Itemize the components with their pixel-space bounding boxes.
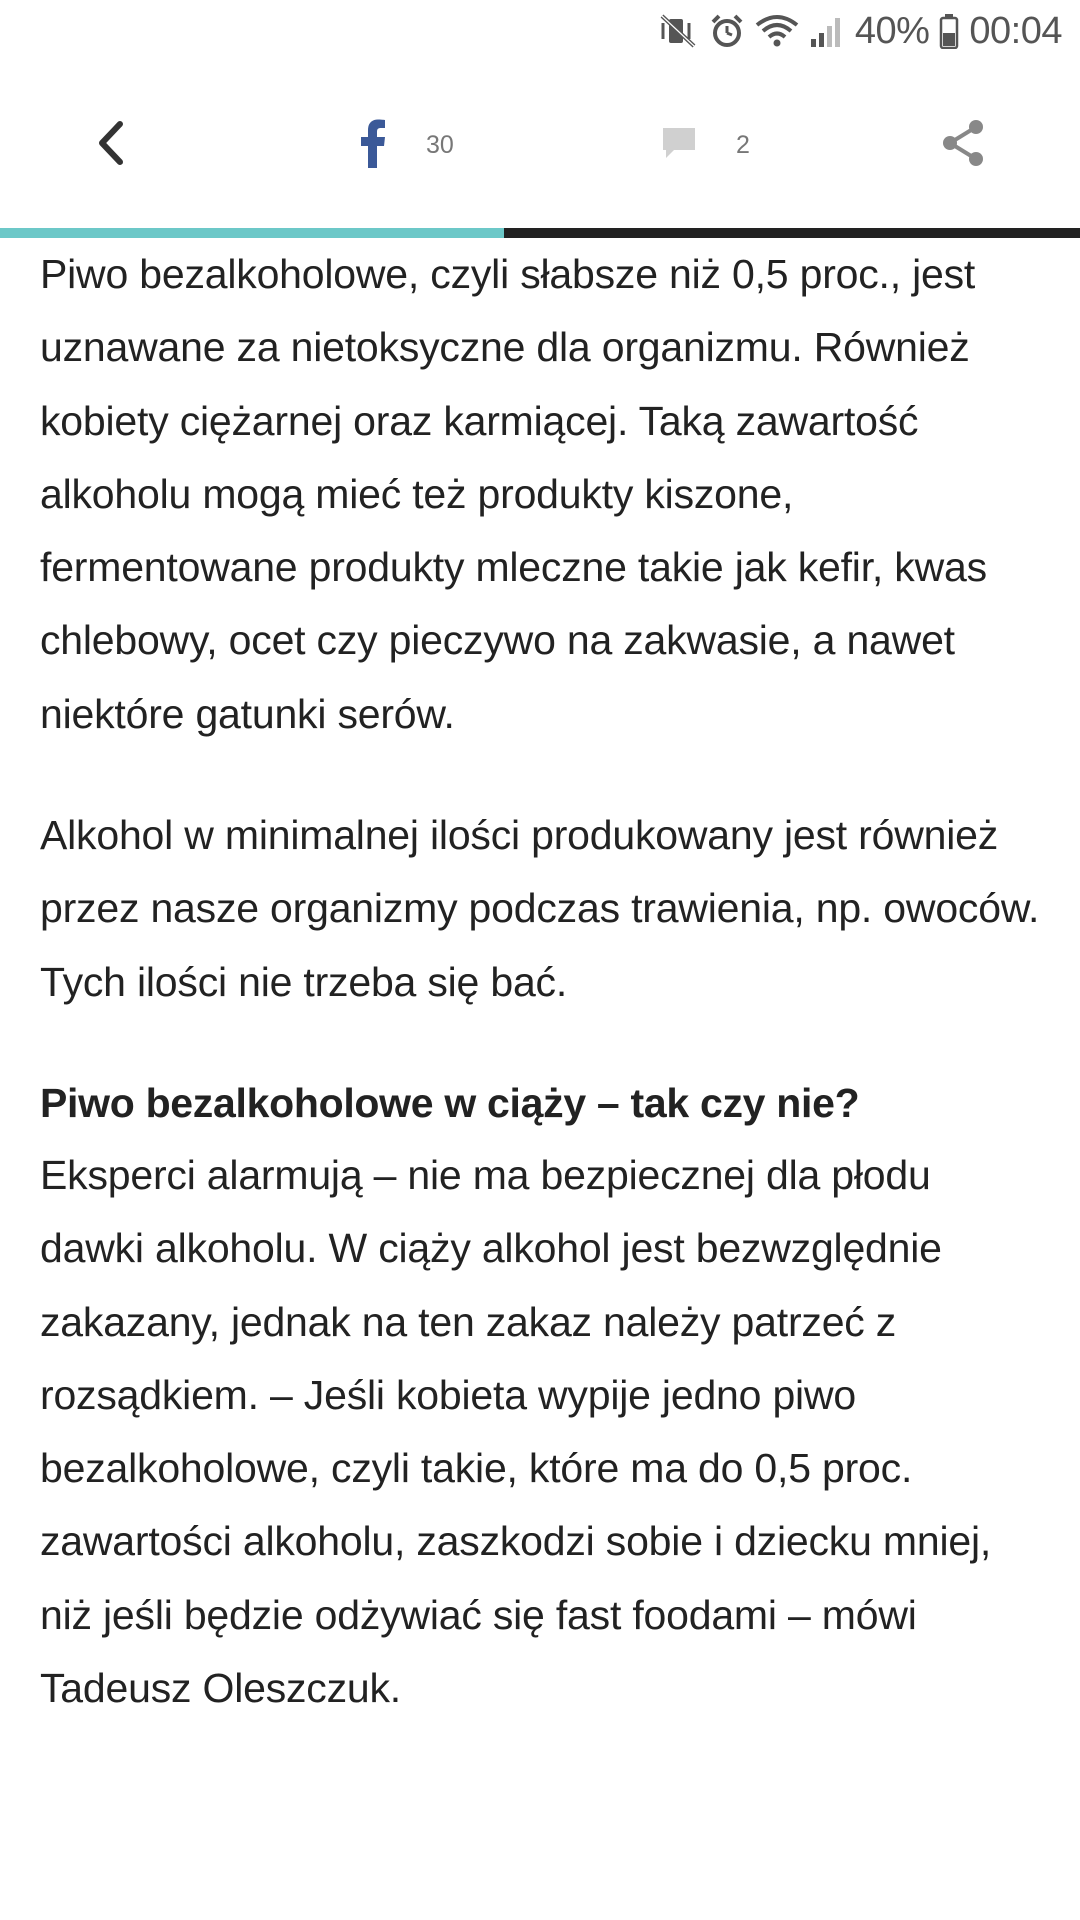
share-button[interactable] xyxy=(940,62,986,228)
battery-percent: 40% xyxy=(854,9,930,52)
article-body xyxy=(40,238,1040,1725)
facebook-icon xyxy=(358,118,388,173)
article-paragraph: Eksperci alarmują – nie ma bezpiecznej dla płodu dawki alkoholu. W ciąży alkohol jest bezwzględnie zakazany, jednak na ten zakaz należy patrzeć z rozsądkiem. – Jeśli kobieta wypije jedno piwo bezalkoholowe, czyli takie, które ma do 0,5 proc. zawartości alkoholu, zaszkodzi sobie i dziecku mniej, niż jeśli będzie odżywiać się fast foodami – mówi Tadeusz Oleszczuk. xyxy=(40,1151,992,1712)
clock: 00:04 xyxy=(969,9,1062,52)
reading-progress-fill xyxy=(0,228,504,238)
wifi-icon xyxy=(755,11,799,51)
mute-vibrate-icon xyxy=(659,11,699,51)
comment-icon xyxy=(660,124,698,167)
battery-icon xyxy=(939,11,959,51)
comment-count: 2 xyxy=(736,130,750,159)
article-paragraph: Piwo bezalkoholowe, czyli słabsze niż 0,5 proc., jest uznawane za nietoksyczne dla organizmu. Również kobiety ciężarnej oraz karmiącej. Taką zawartość alkoholu mogą mieć też produkty kiszone, fermentowane produkty mleczne takie jak kefir, kwas chlebowy, ocet czy pieczywo na zakwasie, a nawet niektóre gatunki serów. xyxy=(40,251,987,737)
reading-progress-bar xyxy=(0,228,1080,238)
status-bar xyxy=(0,0,1080,62)
article-subheading: Piwo bezalkoholowe w ciąży – tak czy nie? xyxy=(40,1079,860,1126)
signal-icon xyxy=(809,11,845,51)
alarm-icon xyxy=(709,11,745,51)
facebook-share-count: 30 xyxy=(426,130,454,159)
share-icon xyxy=(940,118,986,173)
comments-button[interactable] xyxy=(660,62,750,228)
back-button[interactable] xyxy=(92,62,128,228)
article-toolbar xyxy=(0,62,1080,228)
article-paragraph: Alkohol w minimalnej ilości produkowany jest również przez nasze organizmy podczas trawienia, np. owoców. Tych ilości nie trzeba się bać. xyxy=(40,812,1040,1005)
chevron-left-icon xyxy=(92,118,128,173)
facebook-share-button[interactable] xyxy=(358,62,454,228)
